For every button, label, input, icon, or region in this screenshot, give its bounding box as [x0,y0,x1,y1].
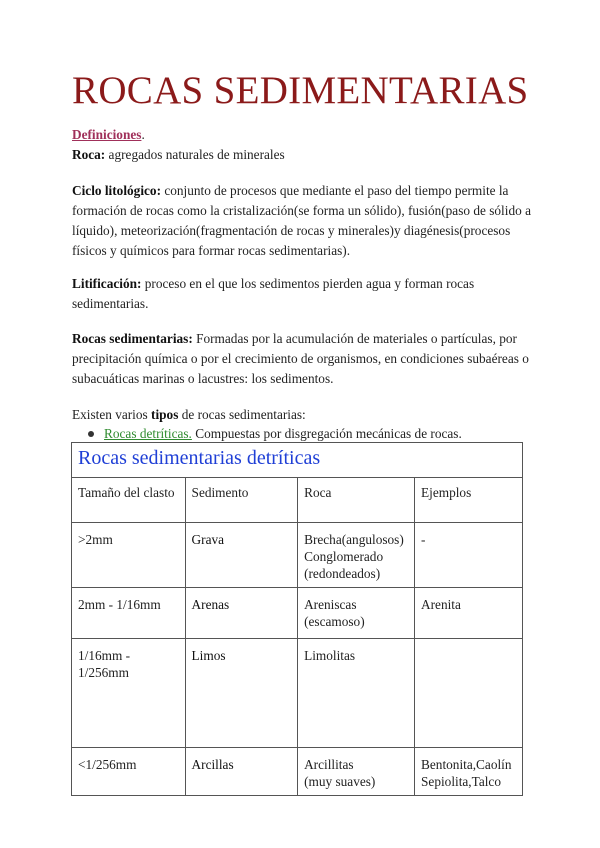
ciclo-term: Ciclo litológico: [72,183,161,198]
ciclo-definition: conjunto de procesos que mediante el paso del tiempo permite la formación de rocas como la cristalización(se forma un sólido), fusión(paso de sólido a líquido), meteorización(fragmentación de rocas y minerales)y diagénesis(procesos físicos y químicos para formar rocas sedimentarias). [72,183,531,258]
table-cell: Arcillitas (muy suaves) [298,748,415,796]
rocas-sedimentarias-definition: Formadas por la acumulación de materiales o partículas, por precipitación química o por el crecimiento de organismos, en condiciones subaéreas o subacuáticas marinas o lacustres: los sedimentos. [72,331,529,386]
table-row [72,523,523,588]
table-title: Rocas sedimentarias detríticas [72,443,523,478]
litificacion-definition: proceso en el que los sedimentos pierden agua y forman rocas sedimentarias. [72,276,475,311]
rocas-sedimentarias-paragraph [72,329,532,389]
definitions-paragraph [72,125,532,165]
bullet-icon [88,431,94,437]
table-cell: Bentonita,Caolín Sepiolita,Talco [415,748,523,796]
table-row [72,588,523,639]
table-header-row [72,478,523,523]
column-header: Sedimento [185,478,298,523]
table-row [72,748,523,796]
list-item [88,424,548,444]
definitions-period: . [141,127,145,142]
column-header: Tamaño del clasto [72,478,186,523]
tipos-paragraph [72,405,532,425]
litificacion-paragraph [72,274,532,314]
rocas-detriticas-table [71,442,523,796]
table-cell [415,639,523,748]
table-cell: Brecha(angulosos) Conglomerado (redondeados) [298,523,415,588]
page-title: ROCAS SEDIMENTARIAS [72,69,529,112]
definitions-link[interactable]: Definiciones [72,127,142,142]
table-cell: 2mm - 1/16mm [72,588,186,639]
table-cell: - [415,523,523,588]
rocas-detriticas-link[interactable]: Rocas detríticas. [104,426,192,441]
table-cell: 1/16mm - 1/256mm [72,639,186,748]
table-cell: Arcillas [185,748,298,796]
tipos-after: de rocas sedimentarias: [178,407,306,422]
tipos-before: Existen varios [72,407,152,422]
ciclo-paragraph [72,181,532,261]
table-cell: Limos [185,639,298,748]
table-cell: Arenas [185,588,298,639]
tipos-bold: tipos [151,407,179,422]
table-cell: Areniscas (escamoso) [298,588,415,639]
table-cell: Arenita [415,588,523,639]
litificacion-term: Litificación: [72,276,142,291]
table-row [72,639,523,748]
table-title-row [72,443,523,478]
table-cell: >2mm [72,523,186,588]
rocas-sedimentarias-term: Rocas sedimentarias: [72,331,193,346]
column-header: Ejemplos [415,478,523,523]
roca-term: Roca: [72,147,106,162]
roca-definition: agregados naturales de minerales [105,147,285,162]
column-header: Roca [298,478,415,523]
table-cell: Grava [185,523,298,588]
rocas-detriticas-text: Compuestas por disgregación mecánicas de rocas. [191,426,462,441]
table-cell: <1/256mm [72,748,186,796]
table-cell: Limolitas [298,639,415,748]
